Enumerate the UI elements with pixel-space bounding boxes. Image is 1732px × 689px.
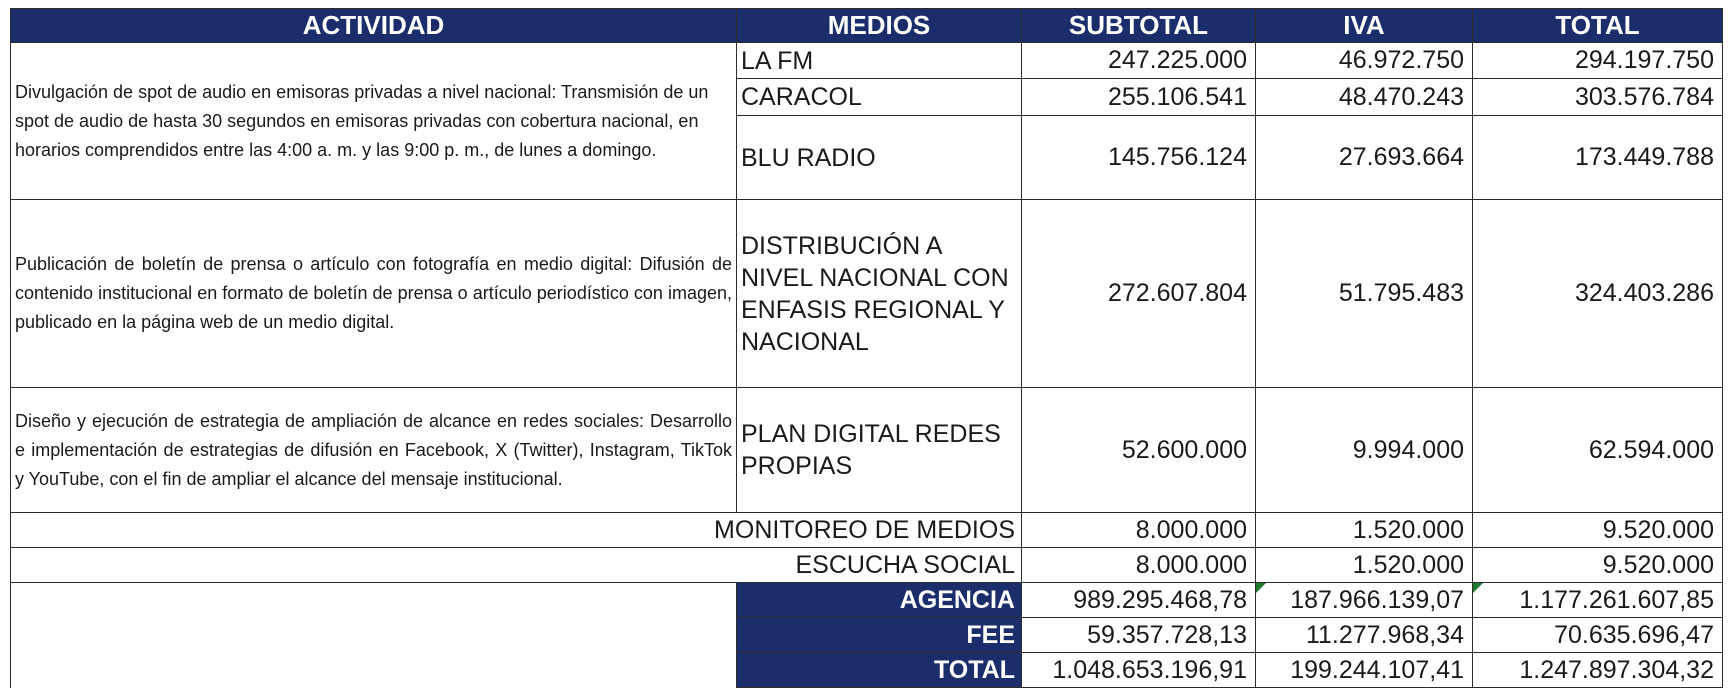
- header-actividad: ACTIVIDAD: [11, 9, 737, 43]
- subtotal-cell: 145.756.124: [1022, 116, 1256, 200]
- summary-label: FEE: [737, 618, 1022, 653]
- medio-cell: DISTRIBUCIÓN A NIVEL NACIONAL CON ENFASIS REGIONAL Y NACIONAL: [737, 200, 1022, 388]
- summary-label: AGENCIA: [737, 583, 1022, 618]
- medio-cell: PLAN DIGITAL REDES PROPIAS: [737, 388, 1022, 513]
- iva-cell: 1.520.000: [1256, 513, 1473, 548]
- iva-cell: 48.470.243: [1256, 79, 1473, 116]
- activity-cell-redes: Diseño y ejecución de estrategia de ampliación de alcance en redes sociales: Desarrollo e implementación de estrategias de difusión en Facebook, X (Twitter), Instagram, TikTok y YouTube, con el fin de ampliar el alcance del mensaje institucional.: [11, 388, 737, 513]
- header-row: [11, 9, 1723, 43]
- total-cell: 70.635.696,47: [1473, 618, 1723, 653]
- subtotal-cell: 272.607.804: [1022, 200, 1256, 388]
- iva-cell: 1.520.000: [1256, 548, 1473, 583]
- subtotal-cell: 989.295.468,78: [1022, 583, 1256, 618]
- total-cell: 9.520.000: [1473, 513, 1723, 548]
- summary-label: TOTAL: [737, 653, 1022, 688]
- medio-cell: CARACOL: [737, 79, 1022, 116]
- iva-cell: 46.972.750: [1256, 43, 1473, 79]
- subtotal-cell: 8.000.000: [1022, 513, 1256, 548]
- iva-cell: 187.966.139,07: [1256, 583, 1473, 618]
- iva-cell: 11.277.968,34: [1256, 618, 1473, 653]
- iva-cell: 199.244.107,41: [1256, 653, 1473, 688]
- subtotal-cell: 1.048.653.196,91: [1022, 653, 1256, 688]
- total-cell: 9.520.000: [1473, 548, 1723, 583]
- total-cell: 294.197.750: [1473, 43, 1723, 79]
- subtotal-cell: 255.106.541: [1022, 79, 1256, 116]
- table-row-distribucion: [11, 200, 1723, 388]
- iva-cell: 51.795.483: [1256, 200, 1473, 388]
- total-cell: 173.449.788: [1473, 116, 1723, 200]
- table-row-monitoreo: [11, 513, 1723, 548]
- activity-cell-boletin: Publicación de boletín de prensa o artículo con fotografía en medio digital: Difusión de contenido institucional en formato de boletín de prensa o artículo periodístico con imagen, publicado en la página web de un medio digital.: [11, 200, 737, 388]
- table-row-plan-digital: [11, 388, 1723, 513]
- summary-row-agencia: [11, 583, 1723, 618]
- header-total: TOTAL: [1473, 9, 1723, 43]
- header-subtotal: SUBTOTAL: [1022, 9, 1256, 43]
- subtotal-cell: 247.225.000: [1022, 43, 1256, 79]
- medio-cell: BLU RADIO: [737, 116, 1022, 200]
- total-cell: 62.594.000: [1473, 388, 1723, 513]
- total-cell: 324.403.286: [1473, 200, 1723, 388]
- total-cell: 303.576.784: [1473, 79, 1723, 116]
- medio-cell: LA FM: [737, 43, 1022, 79]
- iva-cell: 9.994.000: [1256, 388, 1473, 513]
- table-row-escucha: [11, 548, 1723, 583]
- subtotal-cell: 52.600.000: [1022, 388, 1256, 513]
- blank-cell: [11, 583, 737, 688]
- header-iva: IVA: [1256, 9, 1473, 43]
- table-row-la-fm: [11, 43, 1723, 79]
- total-cell: 1.177.261.607,85: [1473, 583, 1723, 618]
- subtotal-cell: 8.000.000: [1022, 548, 1256, 583]
- header-medios: MEDIOS: [737, 9, 1022, 43]
- medio-cell: ESCUCHA SOCIAL: [11, 548, 1022, 583]
- subtotal-cell: 59.357.728,13: [1022, 618, 1256, 653]
- iva-cell: 27.693.664: [1256, 116, 1473, 200]
- activity-cell-radio: Divulgación de spot de audio en emisoras privadas a nivel nacional: Transmisión de un spot de audio de hasta 30 segundos en emisoras privadas con cobertura nacional, en horarios comprendidos entre las 4:00 a. m. y las 9:00 p. m., de lunes a domingo.: [11, 43, 737, 200]
- medio-cell: MONITOREO DE MEDIOS: [11, 513, 1022, 548]
- total-cell: 1.247.897.304,32: [1473, 653, 1723, 688]
- budget-table: [10, 8, 1723, 688]
